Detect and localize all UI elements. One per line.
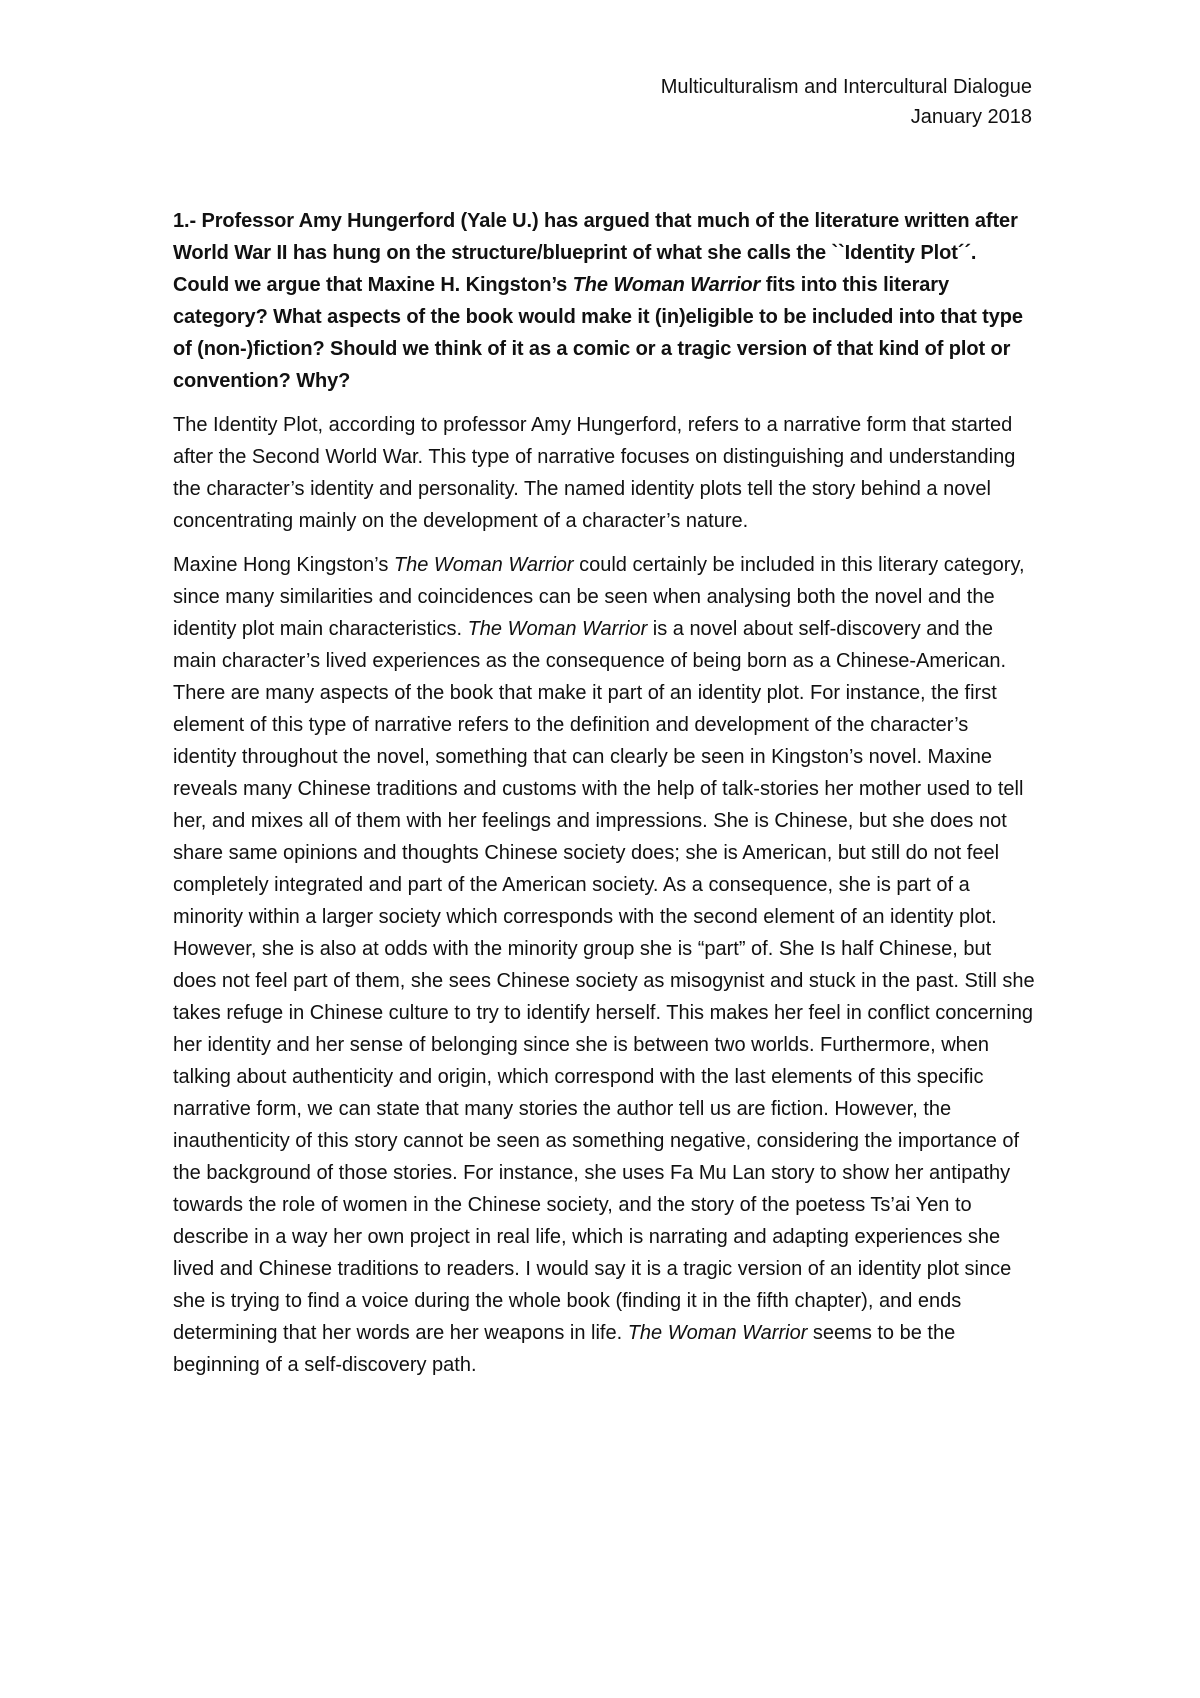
answer-paragraph-1: The Identity Plot, according to professor Amy Hungerford, refers to a narrative form that started after the Second World War. This type of narrative focuses on distinguishing and understanding the character’s identity and personality. The named identity plots tell the story behind a novel concentrating mainly on the development of a character’s nature. [173,414,1016,532]
document-date: January 2018 [910,106,1032,128]
paragraph-2-segment-3: is a novel about self-discovery and the main character’s lived experiences as the consequence of being born as a Chinese-American. There are many aspects of the book that make it part of an identity plot. For instance, the first element of this type of narrative refers to the definition and development of the character’s identity throughout the novel, something that can clearly be seen in Kingston’s novel. Maxine reveals many Chinese traditions and customs with the help of talk-stories her mother used to tell her, and mixes all of them with her feelings and impressions. She is Chinese, but she does not share same opinions and thoughts Chinese society does; she is American, but still do not feel completely integrated and part of the American society. As a consequence, she is part of a minority within a larger society which corresponds with the second element of an identity plot. However, she is also at odds with the minority group she is “part” of. She Is half Chinese, but does not feel part of them, she sees Chinese society as misogynist and stuck in the past. Still she takes refuge in Chinese culture to try to identify herself. This makes her feel in conflict concerning her identity and her sense of belonging since she is between two worlds. Furthermore, when talking about authenticity and origin, which correspond with the last elements of this specific narrative form, we can state that many stories the author tell us are fiction. However, the inauthenticity of this story cannot be seen as something negative, considering the importance of the background of those stories. For instance, she uses Fa Mu Lan story to show her antipathy towards the role of women in the Chinese society, and the story of the poetess Ts’ai Yen to describe in a way her own project in real life, which is narrating and adapting experiences she lived and Chinese traditions to readers. I would say it is a tragic version of an identity plot since she is trying to find a voice during the whole book (finding it in the fifth chapter), and ends determining that her words are her weapons in life. [173,618,1035,1344]
book-title-1: The Woman Warrior [393,554,574,576]
course-title: Multiculturalism and Intercultural Dialogue [660,76,1032,98]
paragraph-2-segment-1: Maxine Hong Kingston’s [173,554,394,576]
question-text-part-2: fits into this literary category? What aspects of the book would make it (in)eligible to be included into that type of (non-)fiction? Should we think of it as a comic or a tragic version of that kind of plot or convention? Why? [173,274,1023,392]
answer-paragraph-2 [173,549,1035,1381]
paragraph-2-segment-4: seems to be the beginning of a self-discovery path. [173,1322,956,1376]
book-title-2: The Woman Warrior [467,618,648,640]
essay-question [173,205,1035,397]
question-text-part-1: 1.- Professor Amy Hungerford (Yale U.) has argued that much of the literature written after World War II has hung on the structure/blueprint of what she calls the ``Identity Plot´´. Could we argue that Maxine H. Kingston’s [173,210,1018,296]
question-book-title: The Woman Warrior [572,274,761,296]
document-body [173,205,1035,1393]
book-title-3: The Woman Warrior [627,1322,808,1344]
paragraph-2-segment-2: could certainly be included in this literary category, since many similarities and coincidences can be seen when analysing both the novel and the identity plot main characteristics. [173,554,1025,640]
page-header [661,72,1032,132]
